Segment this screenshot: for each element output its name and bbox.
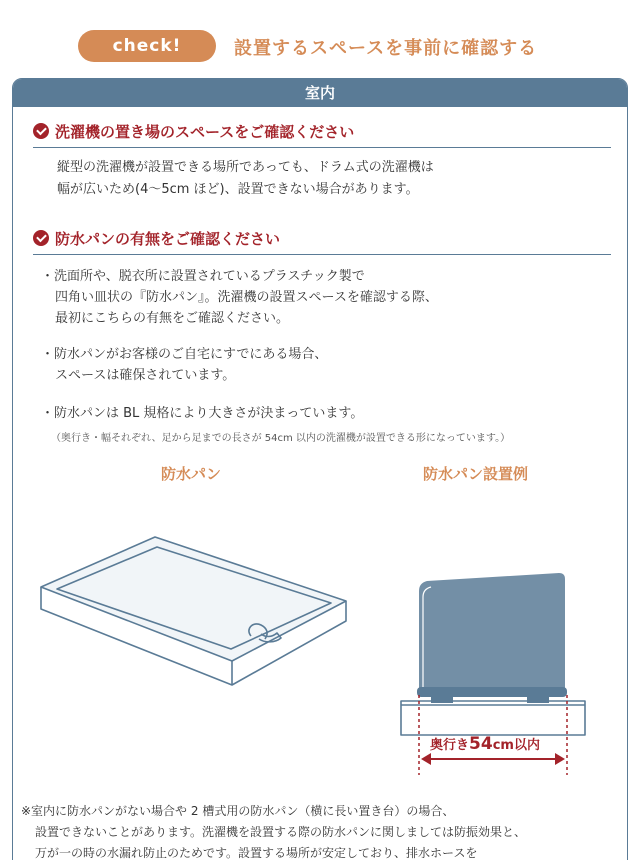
bullet-item [41,266,438,329]
small-note: （奥行き・幅それぞれ、足から足までの長さが 54cm 以内の洗濯機が設置できる形になっています。） [51,433,511,444]
section1-title-text: 洗濯機の置き場のスペースをご確認ください [55,123,355,141]
bullet-line: 最初にこちらの有無をご確認ください。 [55,311,290,326]
footnote [21,801,526,860]
section2-divider [33,254,611,255]
depth-caption-prefix: 奥行き [430,738,470,753]
waterproof-pan-illustration [41,537,346,685]
footnote-line: ※室内に防水パンがない場合や 2 槽式用の防水パン（横に長い置き台）の場合、 [21,804,455,818]
section1-title [33,121,354,142]
bullet-line: ・防水パンがお客様のご自宅にすでにある場合、 [41,347,328,362]
depth-caption-suffix: cm以内 [492,738,540,753]
section1-body [57,157,434,201]
figure-title-example: 防水パン設置例 [423,465,529,483]
depth-caption [430,734,540,754]
section2-title [33,228,280,249]
depth-arrow-icon [421,753,565,765]
check-badge: check! [78,30,216,62]
footnote-line: 設置できないことがあります。洗濯機を設置する際の防水パンに関しましては防振効果と、 [35,825,527,839]
section-header [0,30,640,64]
section1-line: 幅が広いため(4〜5cm ほど)、設置できない場合があります。 [57,182,419,197]
figure-title-pan: 防水パン [161,465,222,483]
check-circle-icon [33,123,49,139]
header-title: 設置するスペースを事前に確認する [234,38,538,59]
bullet-item [41,344,327,386]
section1-divider [33,147,611,148]
washing-machine-illustration [401,573,585,735]
bullet-line: ・洗面所や、脱衣所に設置されているプラスチック製で [41,269,365,284]
section2-title-text: 防水パンの有無をご確認ください [55,230,281,248]
depth-caption-value: 54 [469,734,493,754]
bullet-item [41,403,363,424]
bullet-line: 四角い皿状の『防水パン』。洗濯機の設置スペースを確認する際、 [55,290,438,305]
panel-title: 室内 [13,79,627,107]
indoor-panel [12,78,628,860]
footnote-line: 万が一の時の水漏れ防止のためです。設置する場所が安定しており、排水ホースを [35,846,478,860]
bullet-line: ・防水パンは BL 規格により大きさが決まっています。 [41,406,364,421]
figures-illustration [13,489,628,809]
bullet-line: スペースは確保されています。 [55,368,236,383]
check-circle-icon [33,230,49,246]
section1-line: 縦型の洗濯機が設置できる場所であっても、ドラム式の洗濯機は [57,160,434,175]
